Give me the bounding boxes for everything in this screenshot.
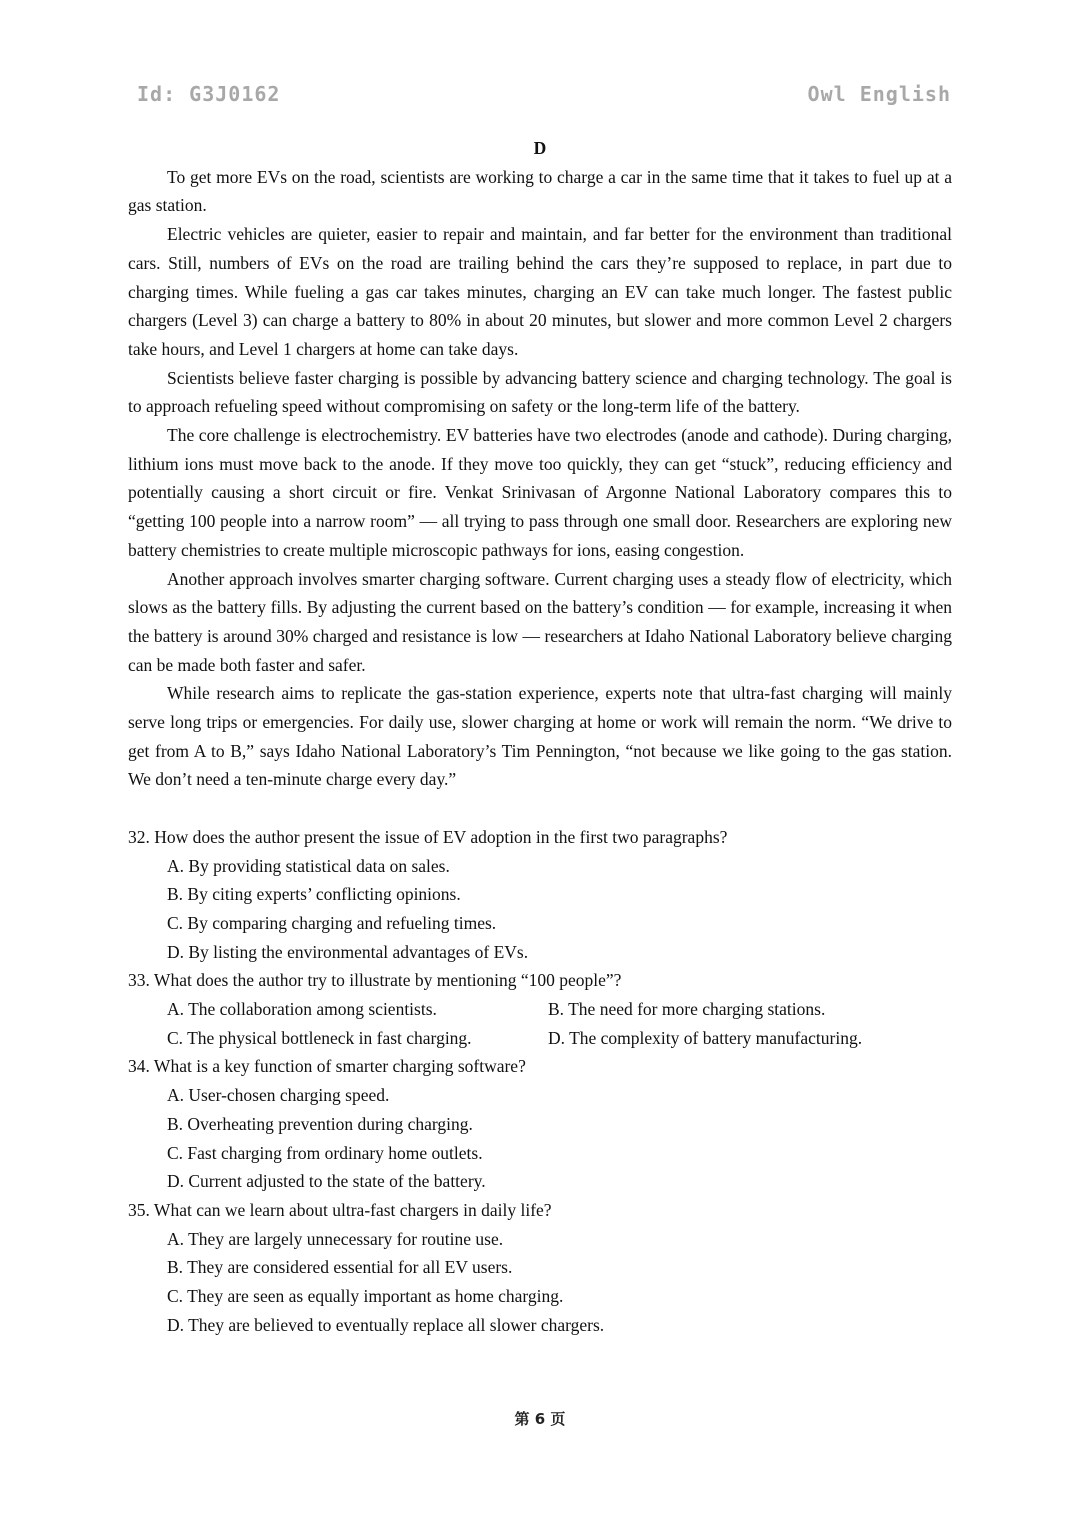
paragraph-3: Scientists believe faster charging is possible by advancing battery science and charging technology. The goal is to approach refueling speed without compromising on safety or the long-term life of the battery.: [128, 367, 952, 417]
question-stem: 32. How does the author present the issue of EV adoption in the first two paragraphs?: [128, 826, 728, 847]
paragraph-6: While research aims to replicate the gas-station experience, experts note that ultra-fast charging will mainly serve long trips or emergencies. For daily use, slower charging at home or work will remain the norm. “We drive to get from A to B,” says Idaho National Laboratory’s Tim Pennington, “not because we like going to the gas station. We don’t need a ten-minute charge every day.”: [128, 683, 952, 790]
brand-name: Owl English: [807, 82, 951, 106]
question-34: [128, 1052, 952, 1196]
option-c: C. By comparing charging and refueling times.: [167, 912, 497, 933]
document-id: Id: G3J0162: [137, 82, 281, 106]
paragraph-2: Electric vehicles are quieter, easier to repair and maintain, and far better for the environment than traditional cars. Still, numbers of EVs on the road are trailing behind the cars they’re supposed to replace, in part due to charging times. While fueling a gas car takes minutes, charging an EV can take much longer. The fastest public chargers (Level 3) can charge a battery to 80% in about 20 minutes, but slower and more common Level 2 chargers take hours, and Level 1 chargers at home can take days.: [128, 224, 952, 359]
option-b: B. The need for more charging stations.: [548, 999, 826, 1020]
paragraph-5: Another approach involves smarter charging software. Current charging uses a steady flow of electricity, which slows as the battery fills. By adjusting the current based on the battery’s condition — for example, increasing it when the battery is around 30% charged and resistance is low — researchers at Idaho National Laboratory believe charging can be made both faster and safer.: [128, 568, 952, 675]
option-a: A. They are largely unnecessary for routine use.: [167, 1228, 504, 1249]
page-number: 第 6 页: [514, 1410, 566, 1428]
option-row: [167, 1024, 952, 1053]
question-35: [128, 1196, 952, 1340]
option-a: A. The collaboration among scientists.: [167, 999, 437, 1020]
option-b: B. By citing experts’ conflicting opinions.: [167, 884, 461, 905]
option-a: A. By providing statistical data on sales.: [167, 855, 450, 876]
passage-content: [128, 134, 952, 1340]
question-list: [128, 823, 952, 1340]
option-c: C. The physical bottleneck in fast charging.: [167, 1027, 472, 1048]
option-a: A. User-chosen charging speed.: [167, 1085, 390, 1106]
option-row: [167, 995, 952, 1024]
section-title: D: [533, 138, 547, 158]
option-d: D. By listing the environmental advantages of EVs.: [167, 941, 529, 962]
paragraph-1: To get more EVs on the road, scientists are working to charge a car in the same time that it takes to fuel up at a gas station.: [128, 166, 952, 216]
question-32: [128, 823, 952, 967]
question-33: [128, 966, 952, 1052]
option-c: C. They are seen as equally important as home charging.: [167, 1286, 564, 1307]
option-d: D. The complexity of battery manufacturing.: [548, 1027, 863, 1048]
option-b: B. Overheating prevention during charging.: [167, 1113, 473, 1134]
option-d: D. They are believed to eventually replace all slower chargers.: [167, 1314, 605, 1335]
paragraph-4: The core challenge is electrochemistry. EV batteries have two electrodes (anode and cathode). During charging, lithium ions must move back to the anode. If they move too quickly, they can get “stuck”, reducing efficiency and potentially causing a short circuit or fire. Venkat Srinivasan of Argonne National Laboratory compares this to “getting 100 people into a narrow room” — all trying to pass through one small door. Researchers are exploring new battery chemistries to create multiple microscopic pathways for ions, easing congestion.: [128, 425, 952, 560]
question-stem: 33. What does the author try to illustrate by mentioning “100 people”?: [128, 970, 622, 991]
question-stem: 34. What is a key function of smarter charging software?: [128, 1056, 526, 1077]
question-stem: 35. What can we learn about ultra-fast chargers in daily life?: [128, 1200, 552, 1220]
option-b: B. They are considered essential for all EV users.: [167, 1257, 513, 1278]
option-c: C. Fast charging from ordinary home outlets.: [167, 1142, 483, 1163]
option-d: D. Current adjusted to the state of the battery.: [167, 1171, 486, 1192]
